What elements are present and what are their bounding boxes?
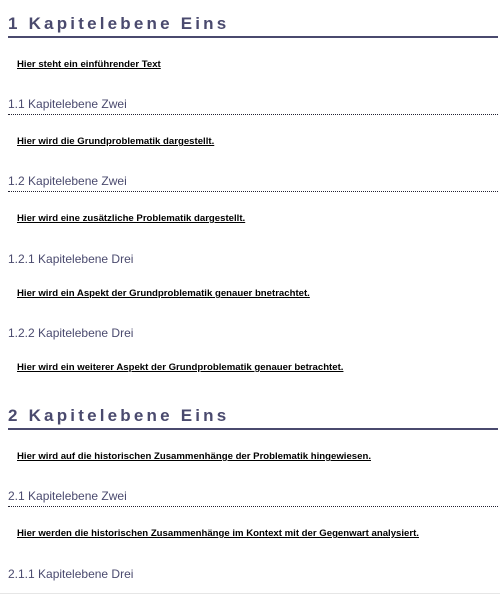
body-text-link[interactable]: Hier wird ein Aspekt der Grundproblematik genauer bnetrachtet. — [17, 288, 310, 299]
body-text-link[interactable]: Hier steht ein einführender Text — [17, 59, 161, 70]
heading-level-3: 1.2.1 Kapitelebene Drei — [8, 252, 134, 266]
page-bottom-divider — [0, 593, 500, 594]
body-text-link[interactable]: Hier wird die Grundproblematik dargestellt. — [17, 136, 215, 147]
heading-level-3: 1.2.2 Kapitelebene Drei — [8, 326, 134, 340]
heading-level-1: 1 Kapitelebene Eins — [8, 14, 498, 38]
heading-level-2: 2.1 Kapitelebene Zwei — [8, 489, 498, 507]
body-text-link[interactable]: Hier wird auf die historischen Zusammenhänge der Problematik hingewiesen. — [17, 451, 371, 462]
heading-level-2: 1.1 Kapitelebene Zwei — [8, 97, 498, 115]
body-text-link[interactable]: Hier wird eine zusätzliche Problematik dargestellt. — [17, 213, 246, 224]
heading-level-3: 2.1.1 Kapitelebene Drei — [8, 567, 134, 581]
body-text-link[interactable]: Hier wird ein weiterer Aspekt der Grundproblematik genauer betrachtet. — [17, 362, 344, 373]
body-text-link[interactable]: Hier werden die historischen Zusammenhänge im Kontext mit der Gegenwart analysiert. — [17, 528, 419, 539]
heading-level-2: 1.2 Kapitelebene Zwei — [8, 174, 498, 192]
heading-level-1: 2 Kapitelebene Eins — [8, 406, 498, 430]
